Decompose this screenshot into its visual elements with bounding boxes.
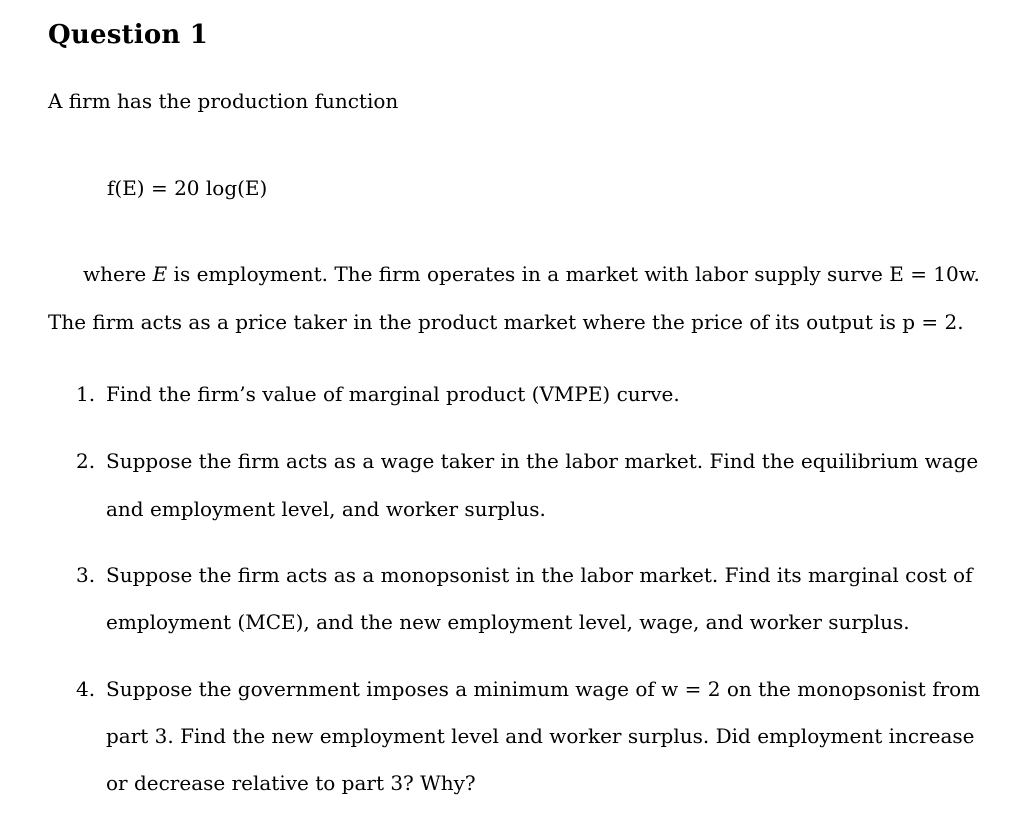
price-taker-text-2: . xyxy=(957,310,964,334)
where-line xyxy=(83,262,980,286)
item-text: part 3. Find the new employment level and worker surplus. Did employment increase xyxy=(106,724,975,748)
where-text-2: is employment. The firm operates in a market with labor supply surve xyxy=(167,262,890,286)
item-text: or decrease relative to part 3? Why? xyxy=(106,771,476,795)
intro-text: A firm has the production function xyxy=(48,89,399,113)
minimum-wage-equation: w = 2 xyxy=(661,677,721,701)
production-function-equation: f(E) = 20 log(E) xyxy=(107,176,268,200)
item-text: Suppose the firm acts as a monopsonist in the labor market. Find its marginal cost of xyxy=(106,563,973,587)
labor-supply-equation: E = 10w xyxy=(889,262,974,286)
employment-variable: E xyxy=(152,262,168,286)
question-heading: Question 1 xyxy=(48,20,209,50)
item-number: 1. xyxy=(76,382,96,406)
price-equation: p = 2 xyxy=(902,310,958,334)
item-number: 4. xyxy=(76,677,96,701)
item-number: 3. xyxy=(76,563,96,587)
item-text-part: on the monopsonist from xyxy=(720,677,981,701)
price-taker-text-1: The firm acts as a price taker in the product market where the price of its output is xyxy=(48,310,903,334)
item-text-part: Suppose the government imposes a minimum wage of xyxy=(106,677,662,701)
item-text xyxy=(106,677,980,701)
item-number: 2. xyxy=(76,449,96,473)
where-text-3: . xyxy=(973,262,980,286)
item-text: employment (MCE), and the new employment level, wage, and worker surplus. xyxy=(106,610,910,634)
item-text: and employment level, and worker surplus. xyxy=(106,497,546,521)
item-text: Find the firm’s value of marginal product (VMPE) curve. xyxy=(106,382,680,406)
where-text-1: where xyxy=(83,262,153,286)
price-taker-line xyxy=(48,310,964,334)
item-text: Suppose the firm acts as a wage taker in the labor market. Find the equilibrium wage xyxy=(106,449,979,473)
